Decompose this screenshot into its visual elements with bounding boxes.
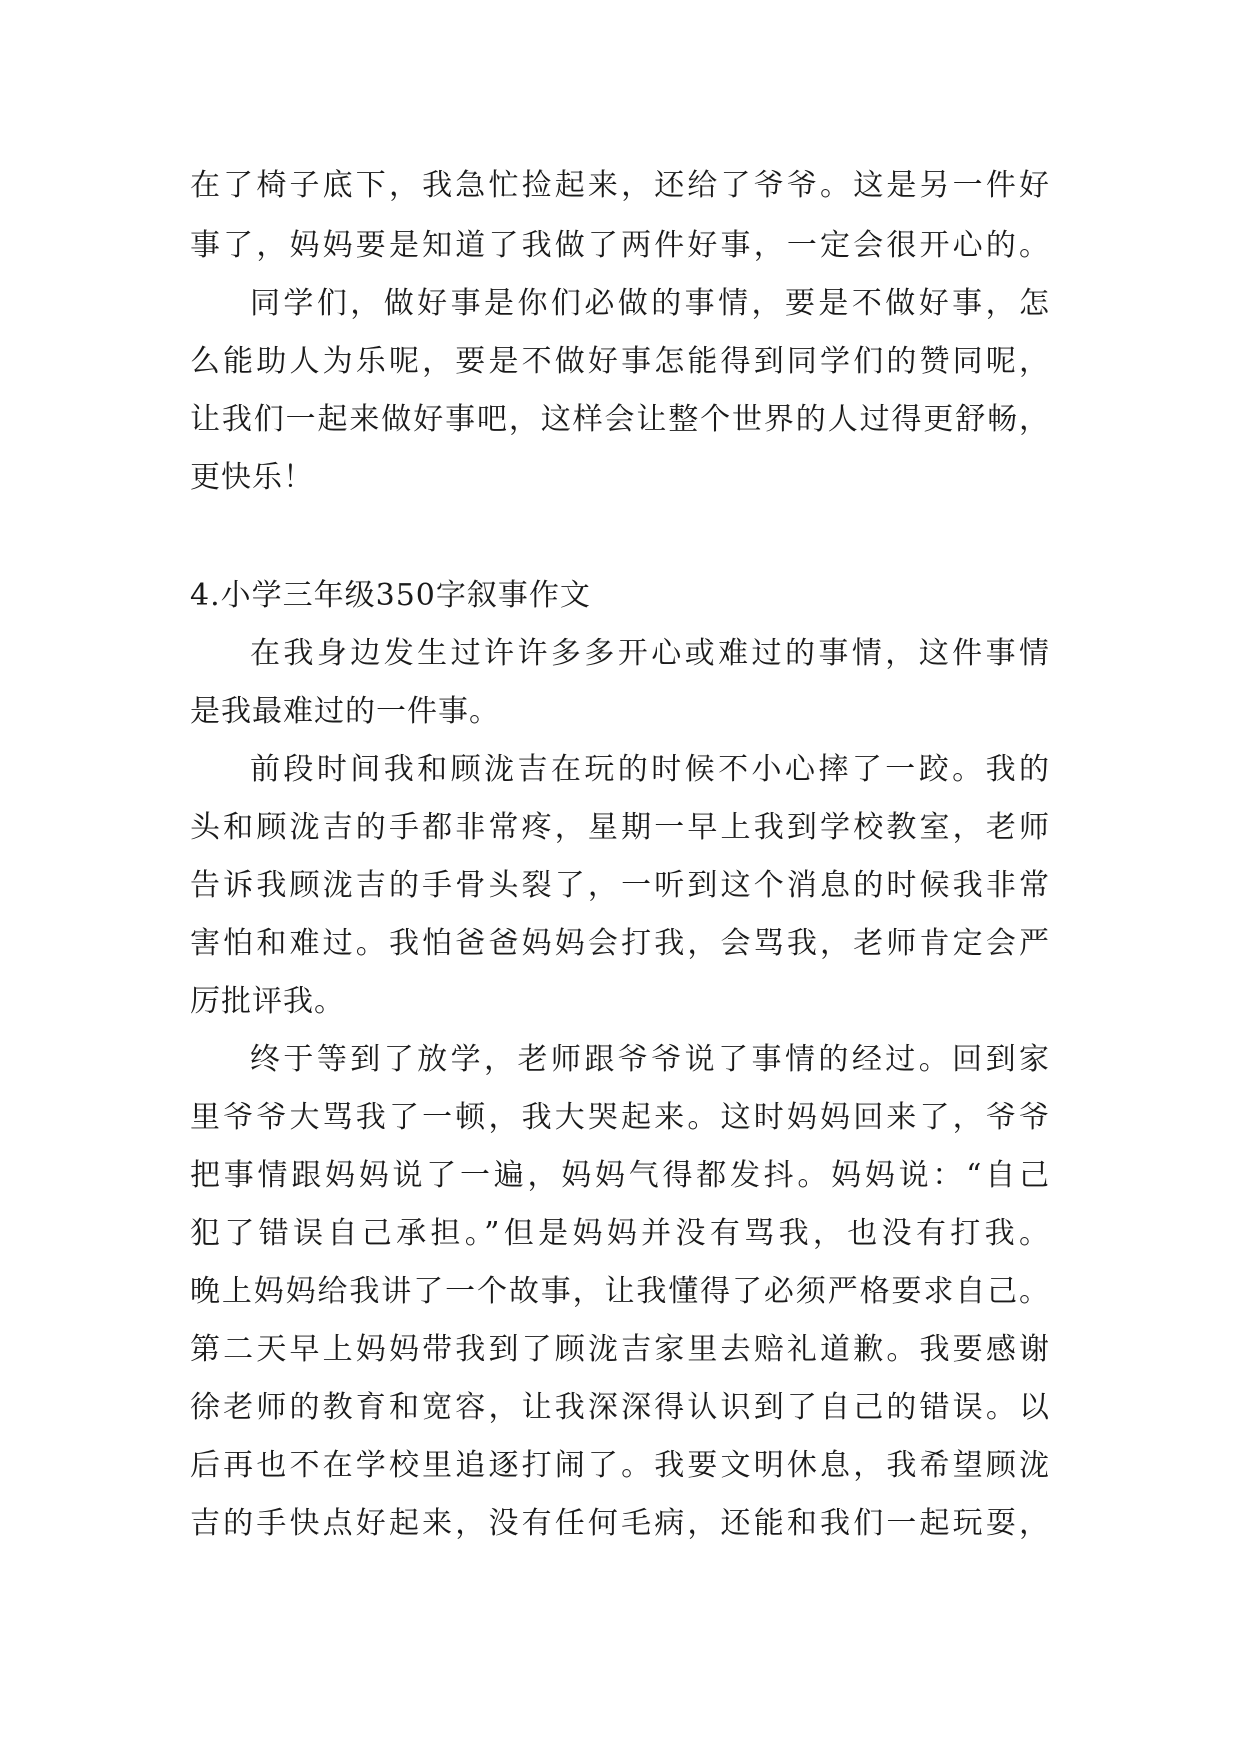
paragraph-start-line: 同学们，做好事是你们必做的事情，要是不做好事，怎 xyxy=(250,286,1050,321)
text-line: 让我们一起来做好事吧，这样会让整个世界的人过得更舒畅， xyxy=(190,402,1050,437)
text-line: 害怕和难过。我怕爸爸妈妈会打我，会骂我，老师肯定会严 xyxy=(190,926,1050,961)
section-heading: 4.小学三年级350字叙事作文 xyxy=(190,578,591,613)
text-line: 徐老师的教育和宽容，让我深深得认识到了自己的错误。以 xyxy=(190,1390,1050,1425)
text-line: 后再也不在学校里追逐打闹了。我要文明休息，我希望顾泷 xyxy=(190,1448,1050,1483)
text-line: 在了椅子底下，我急忙捡起来，还给了爷爷。这是另一件好 xyxy=(190,168,1050,203)
text-line: 更快乐！ xyxy=(190,460,314,495)
paragraph-start-line: 前段时间我和顾泷吉在玩的时候不小心摔了一跤。我的 xyxy=(250,752,1050,787)
text-line: 第二天早上妈妈带我到了顾泷吉家里去赔礼道歉。我要感谢 xyxy=(190,1332,1050,1367)
text-line: 吉的手快点好起来，没有任何毛病，还能和我们一起玩耍， xyxy=(190,1506,1050,1541)
text-line: 厉批评我。 xyxy=(190,984,345,1019)
paragraph-start-line: 终于等到了放学，老师跟爷爷说了事情的经过。回到家 xyxy=(250,1042,1050,1077)
text-line: 是我最难过的一件事。 xyxy=(190,694,500,729)
text-line: 么能助人为乐呢，要是不做好事怎能得到同学们的赞同呢， xyxy=(190,344,1050,379)
text-line: 把事情跟妈妈说了一遍，妈妈气得都发抖。妈妈说：“自己 xyxy=(190,1158,1050,1193)
text-line: 晚上妈妈给我讲了一个故事，让我懂得了必须严格要求自己。 xyxy=(190,1274,1050,1309)
text-line: 事了，妈妈要是知道了我做了两件好事，一定会很开心的。 xyxy=(190,228,1050,263)
text-line: 犯了错误自己承担。”但是妈妈并没有骂我，也没有打我。 xyxy=(190,1216,1050,1251)
paragraph-start-line: 在我身边发生过许许多多开心或难过的事情，这件事情 xyxy=(250,636,1050,671)
text-line: 头和顾泷吉的手都非常疼，星期一早上我到学校教室，老师 xyxy=(190,810,1050,845)
text-line: 告诉我顾泷吉的手骨头裂了，一听到这个消息的时候我非常 xyxy=(190,868,1050,903)
text-line: 里爷爷大骂我了一顿，我大哭起来。这时妈妈回来了，爷爷 xyxy=(190,1100,1050,1135)
